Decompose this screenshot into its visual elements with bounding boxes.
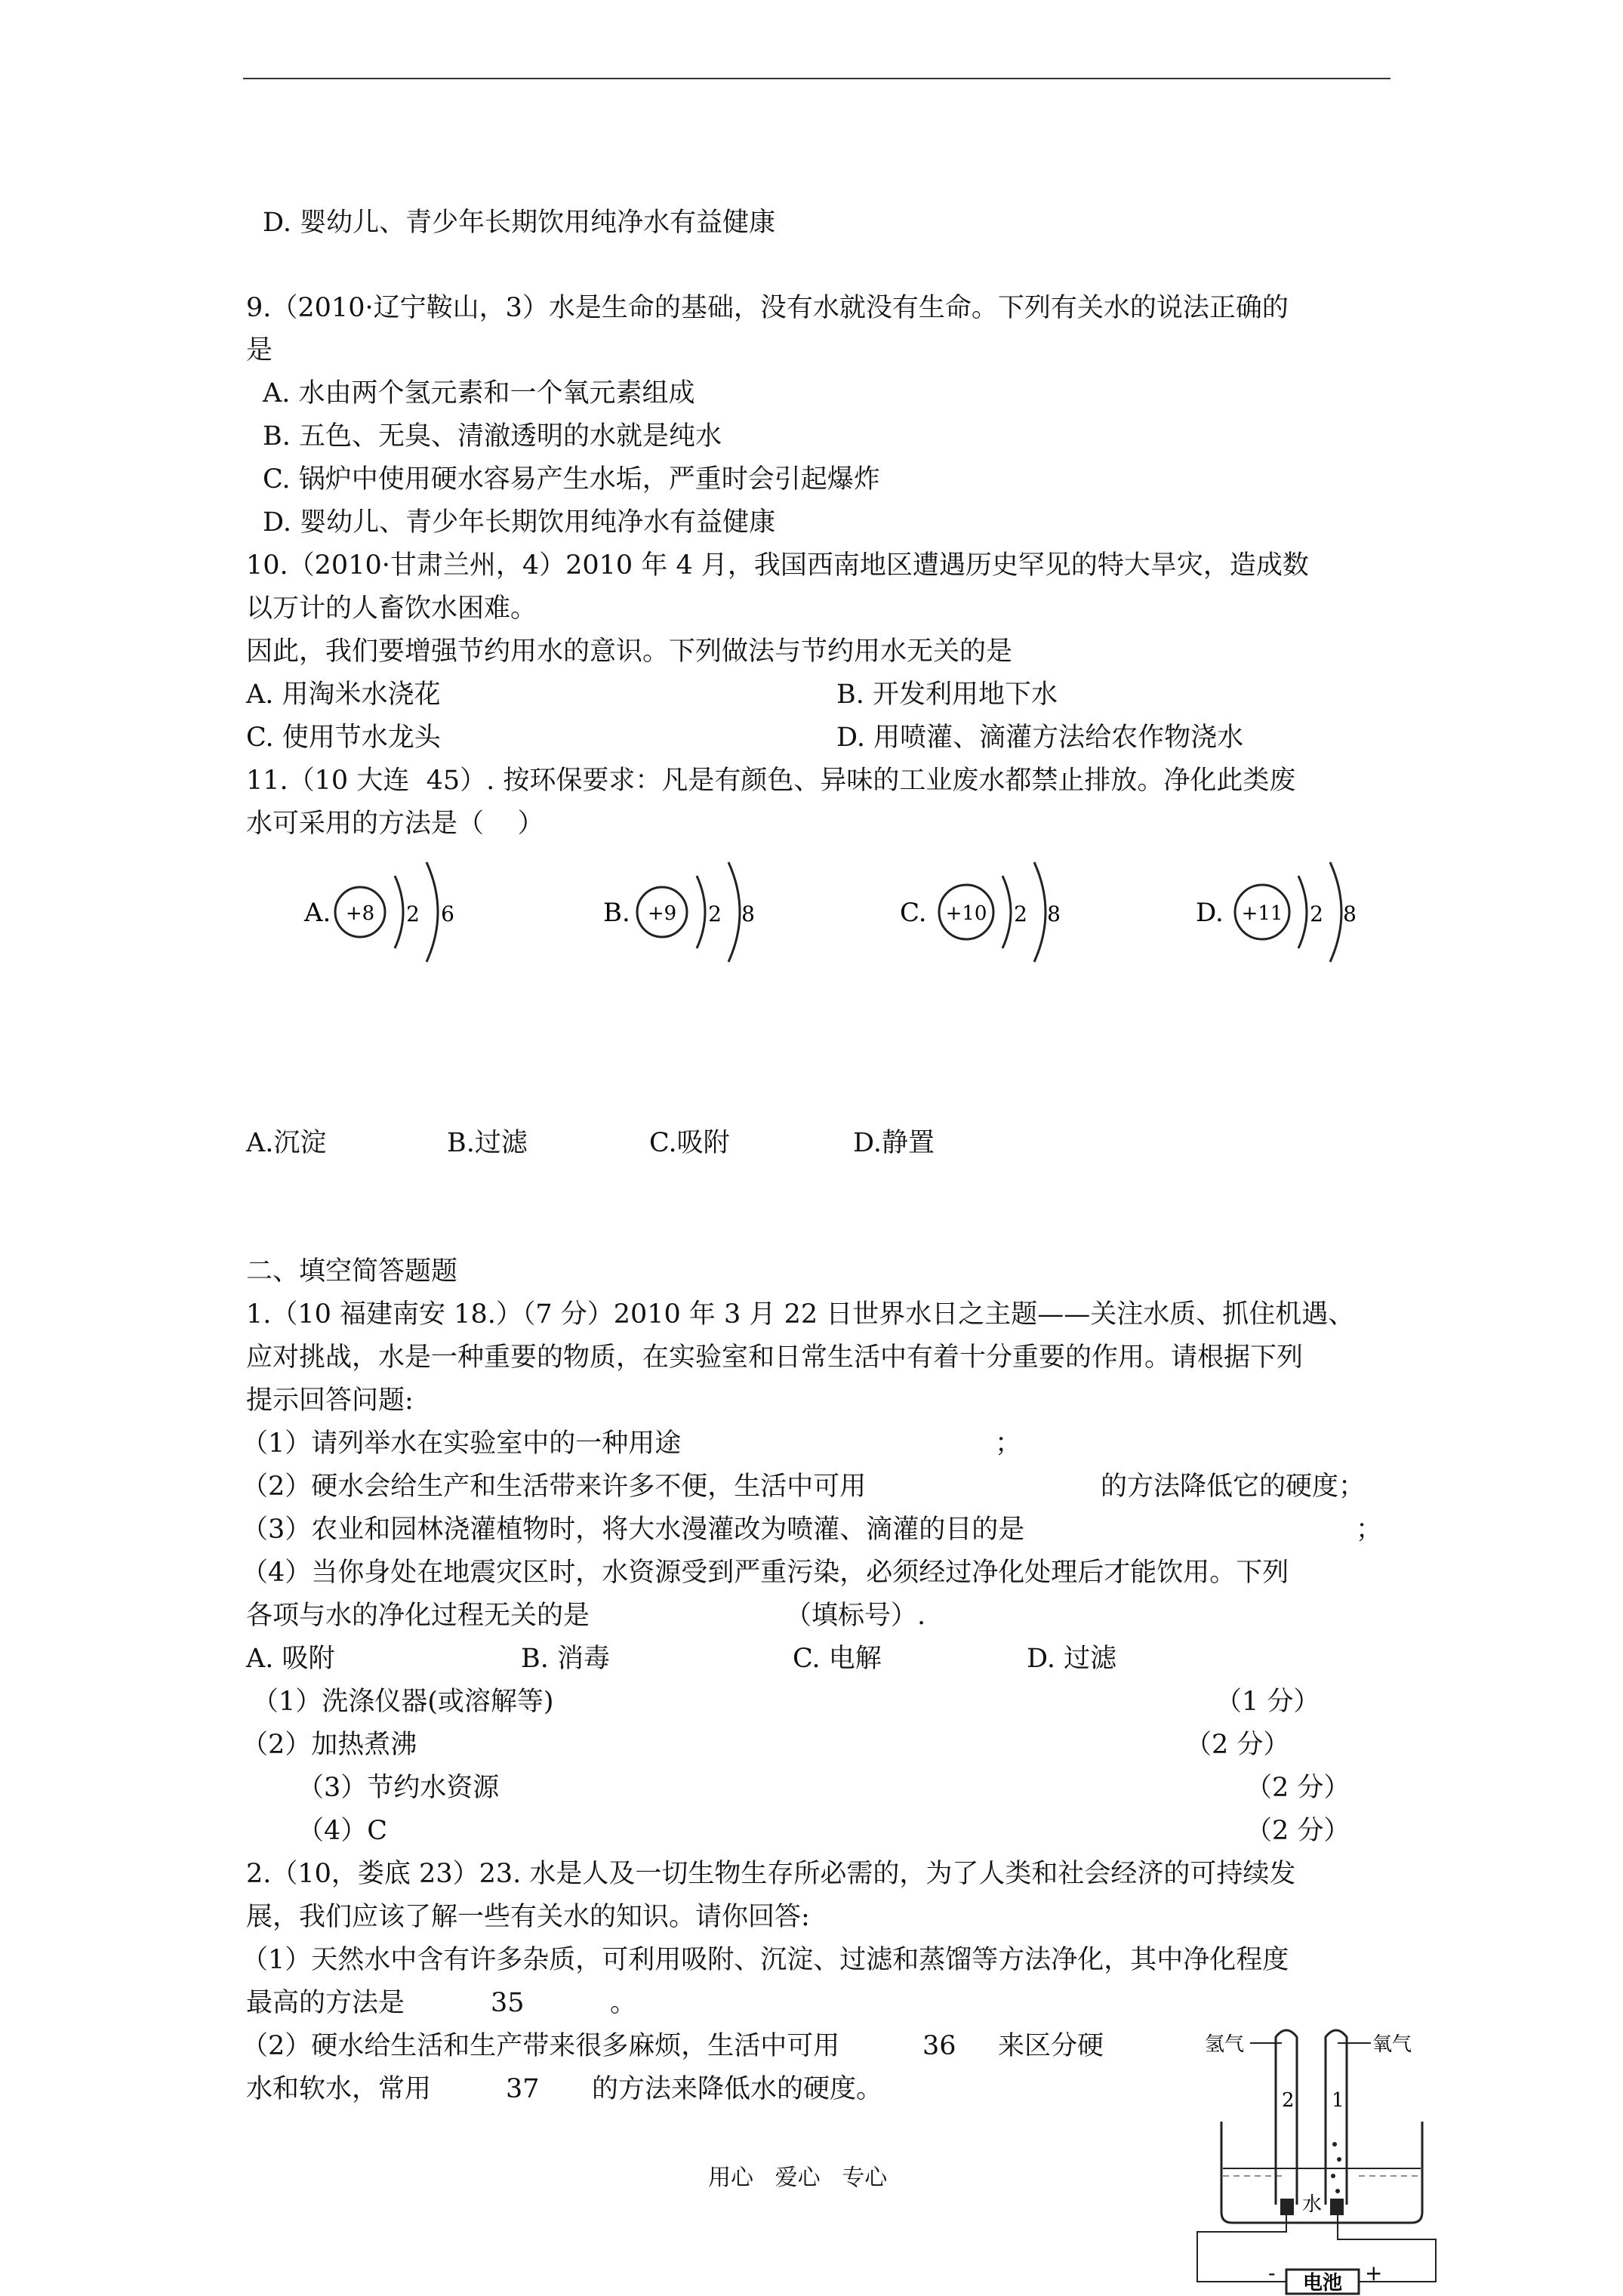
atom-b-nucleus: +9 <box>647 902 677 925</box>
s2-q1-part4b: 各项与水的净化过程无关的是 <box>246 1601 590 1631</box>
s2-q1-part1: （1）请列举水在实验室中的一种用途 <box>242 1428 682 1459</box>
oxygen-label: 氧气 <box>1372 2033 1412 2056</box>
battery-plus: + <box>1365 2261 1383 2285</box>
bubble <box>1331 2174 1335 2178</box>
s2-q1-answer4: （4）C <box>297 1816 388 1846</box>
s2-q2-part2d: 的方法来降低水的硬度。 <box>592 2074 883 2104</box>
tube-left-mark: 2 <box>1282 2089 1295 2112</box>
tube-right-mark: 1 <box>1332 2089 1344 2112</box>
electrolysis-diagram <box>1193 2001 1442 2295</box>
electron-shell-arc <box>1330 862 1341 962</box>
atom-d-label: D. <box>1196 898 1224 928</box>
atom-a-shell1: 2 <box>406 901 420 926</box>
electrode-right <box>1330 2199 1344 2215</box>
atom-diagram-b <box>600 846 781 974</box>
s2-q2-part2c: 水和软水，常用 <box>246 2074 432 2104</box>
s2-q1-answer2: （2）加热煮沸 <box>242 1730 417 1760</box>
blank-35: 35 <box>491 1988 525 2018</box>
atom-d-nucleus: +11 <box>1241 902 1283 925</box>
q8-option-d: D. 婴幼儿、青少年长期饮用纯净水有益健康 <box>263 208 776 238</box>
atom-a-nucleus: +8 <box>345 902 375 925</box>
s2-q1-answer2-score: （2 分） <box>1185 1730 1290 1760</box>
atom-a-label: A. <box>304 898 331 928</box>
q10-option-c: C. 使用节水龙头 <box>246 723 441 753</box>
s2-q1-part4c: （填标号）. <box>785 1601 926 1631</box>
battery-label: 电池 <box>1302 2272 1343 2294</box>
atom-c-shell2: 8 <box>1047 901 1061 926</box>
electron-shell-arc <box>427 862 438 962</box>
s2-q2-part2b: 来区分硬 <box>998 2031 1104 2061</box>
hydrogen-label: 氢气 <box>1205 2033 1245 2056</box>
s2-q1-answer1: （1）洗涤仪器(或溶解等) <box>252 1687 554 1717</box>
q9-option-d: D. 婴幼儿、青少年长期饮用纯净水有益健康 <box>263 507 776 538</box>
atom-b-shell2: 8 <box>741 901 755 926</box>
q11-option-c: C.吸附 <box>649 1128 730 1158</box>
q10-option-a: A. 用淘米水浇花 <box>246 680 441 710</box>
electron-shell-arc <box>395 876 403 948</box>
s2-q1-line2: 应对挑战，水是一种重要的物质，在实验室和日常生活中有着十分重要的作用。请根据下列 <box>246 1342 1304 1373</box>
atom-diagram-a <box>298 846 479 974</box>
atom-diagram-d <box>1193 846 1381 974</box>
electron-shell-arc <box>1034 862 1046 962</box>
q11-stem-line1: 11.（10 大连 45）. 按环保要求：凡是有颜色、异味的工业废水都禁止排放。净化此类废 <box>246 766 1296 796</box>
s2-q1-part3: （3）农业和园林浇灌植物时，将大水漫灌改为喷灌、滴灌的目的是 <box>242 1515 1025 1545</box>
electron-shell-arc <box>1002 876 1011 948</box>
q9-stem-line2: 是 <box>246 335 273 365</box>
atom-b-label: B. <box>603 898 630 928</box>
s2-q1-part4a: （4）当你身处在地震灾区时，水资源受到严重污染，必须经过净化处理后才能饮用。下列 <box>242 1558 1289 1588</box>
atom-a-shell2: 6 <box>441 901 454 926</box>
q11-option-a: A.沉淀 <box>246 1128 327 1158</box>
q11-option-d: D.静置 <box>853 1128 935 1158</box>
q9-option-a: A. 水由两个氢元素和一个氧元素组成 <box>263 378 695 408</box>
bubble <box>1332 2142 1337 2147</box>
electron-shell-arc <box>728 862 740 962</box>
s2-q1-option-a: A. 吸附 <box>246 1644 335 1674</box>
electron-shell-arc <box>697 876 705 948</box>
s2-q2-part2a: （2）硬水给生活和生产带来很多麻烦，生活中可用 <box>242 2031 840 2061</box>
s2-q2-part1b: 最高的方法是 <box>246 1988 405 2018</box>
section-title: 二、填空简答题题 <box>246 1256 458 1287</box>
s2-q1-answer1-score: （1 分） <box>1215 1687 1320 1717</box>
s2-q1-part2a: （2）硬水会给生产和生活带来许多不便，生活中可用 <box>242 1472 867 1502</box>
q10-stem-line1: 10.（2010·甘肃兰州，4）2010 年 4 月，我国西南地区遭遇历史罕见的特大旱灾，造成数 <box>246 550 1309 581</box>
s2-q2-part1-end: 。 <box>610 1988 637 2018</box>
tube-right <box>1326 2030 1347 2205</box>
electrode-left <box>1280 2199 1294 2215</box>
header-rule <box>243 78 1390 79</box>
q10-option-d: D. 用喷灌、滴灌方法给农作物浇水 <box>836 723 1244 753</box>
atom-d-shell2: 8 <box>1343 901 1357 926</box>
q11-stem-line2: 水可采用的方法是（ ） <box>246 809 544 839</box>
s2-q1-answer3-score: （2 分） <box>1246 1773 1350 1803</box>
blank-37: 37 <box>506 2074 540 2104</box>
q9-stem-line1: 9.（2010·辽宁鞍山，3）水是生命的基础，没有水就没有生命。下列有关水的说法正确的 <box>246 293 1289 323</box>
s2-q1-part3-end: ； <box>1356 1515 1383 1545</box>
tube-left <box>1276 2030 1297 2205</box>
s2-q2-part1a: （1）天然水中含有许多杂质，可利用吸附、沉淀、过滤和蒸馏等方法净化，其中净化程度 <box>242 1945 1289 1975</box>
water-label: 水 <box>1301 2193 1323 2216</box>
q9-option-c: C. 锅炉中使用硬水容易产生水垢，严重时会引起爆炸 <box>263 464 880 495</box>
q9-option-b: B. 五色、无臭、清澈透明的水就是纯水 <box>263 421 722 451</box>
blank-36: 36 <box>922 2031 956 2061</box>
q10-stem-line3: 因此，我们要增强节约用水的意识。下列做法与节约用水无关的是 <box>246 636 1013 667</box>
s2-q1-option-c: C. 电解 <box>793 1644 882 1674</box>
s2-q2-line2: 展，我们应该了解一些有关水的知识。请你回答: <box>246 1902 810 1932</box>
atom-d-shell1: 2 <box>1310 901 1323 926</box>
q10-stem-line2: 以万计的人畜饮水困难。 <box>246 593 537 624</box>
s2-q1-option-d: D. 过滤 <box>1027 1644 1117 1674</box>
atom-b-shell1: 2 <box>708 901 722 926</box>
battery-minus: - <box>1268 2261 1276 2285</box>
s2-q1-line3: 提示回答问题: <box>246 1385 414 1416</box>
s2-q1-part1-end: ； <box>995 1428 1022 1459</box>
atom-diagram-c <box>897 846 1086 974</box>
bubble <box>1337 2157 1341 2162</box>
electron-shell-arc <box>1298 876 1307 948</box>
atom-c-nucleus: +10 <box>945 902 987 925</box>
s2-q1-answer3: （3）节约水资源 <box>297 1773 500 1803</box>
q10-option-b: B. 开发利用地下水 <box>836 680 1058 710</box>
s2-q1-line1: 1.（10 福建南安 18.）（7 分）2010 年 3 月 22 日世界水日之主题——关注水质、抓住机遇、 <box>246 1299 1355 1330</box>
s2-q2-line1: 2.（10，娄底 23）23. 水是人及一切生物生存所必需的，为了人类和社会经济的可持续发 <box>246 1859 1296 1889</box>
bubble <box>1335 2189 1340 2193</box>
s2-q1-answer4-score: （2 分） <box>1246 1816 1350 1846</box>
q11-option-b: B.过滤 <box>447 1128 528 1158</box>
atom-c-label: C. <box>900 898 927 928</box>
atom-c-shell1: 2 <box>1014 901 1027 926</box>
page-footer: 用心 爱心 专心 <box>708 2165 888 2191</box>
s2-q1-option-b: B. 消毒 <box>521 1644 610 1674</box>
s2-q1-part2b: 的方法降低它的硬度； <box>1101 1472 1366 1502</box>
